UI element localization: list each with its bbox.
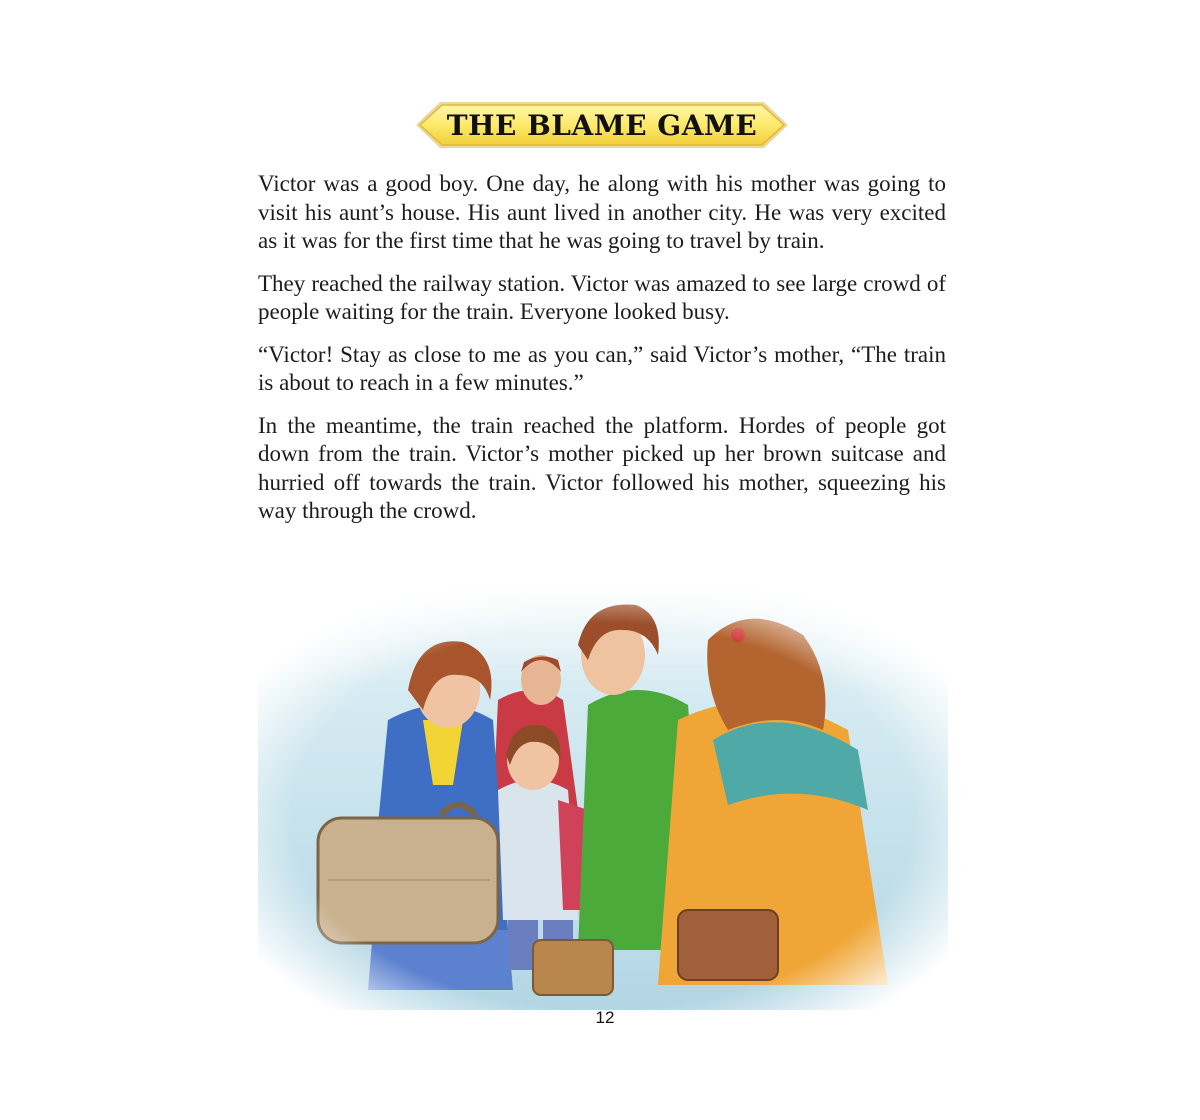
- crowd-illustration: [258, 580, 948, 1010]
- page-number: 12: [595, 1008, 615, 1027]
- title-banner: [416, 98, 788, 152]
- paragraph-3: “Victor! Stay as close to me as you can,” said Victor’s mother, “The train is about to reach in a few minutes.”: [258, 341, 946, 395]
- paragraph-2: They reached the railway station. Victor was amazed to see large crowd of people waiting for the train. Everyone looked busy.: [258, 270, 946, 324]
- station-crowd-image: [258, 580, 948, 1010]
- story-text: [258, 170, 946, 540]
- story-title: THE BLAME GAME: [446, 108, 758, 142]
- paragraph-1: Victor was a good boy. One day, he along with his mother was going to visit his aunt’s house. His aunt lived in another city. He was very excited as it was for the first time that he was going to travel by train.: [258, 171, 946, 253]
- paragraph-4: In the meantime, the train reached the platform. Hordes of people got down from the train. Victor’s mother picked up her brown suitcase and hurried off towards the train. Victor followed his mother, squeezing his way through the crowd.: [258, 412, 946, 523]
